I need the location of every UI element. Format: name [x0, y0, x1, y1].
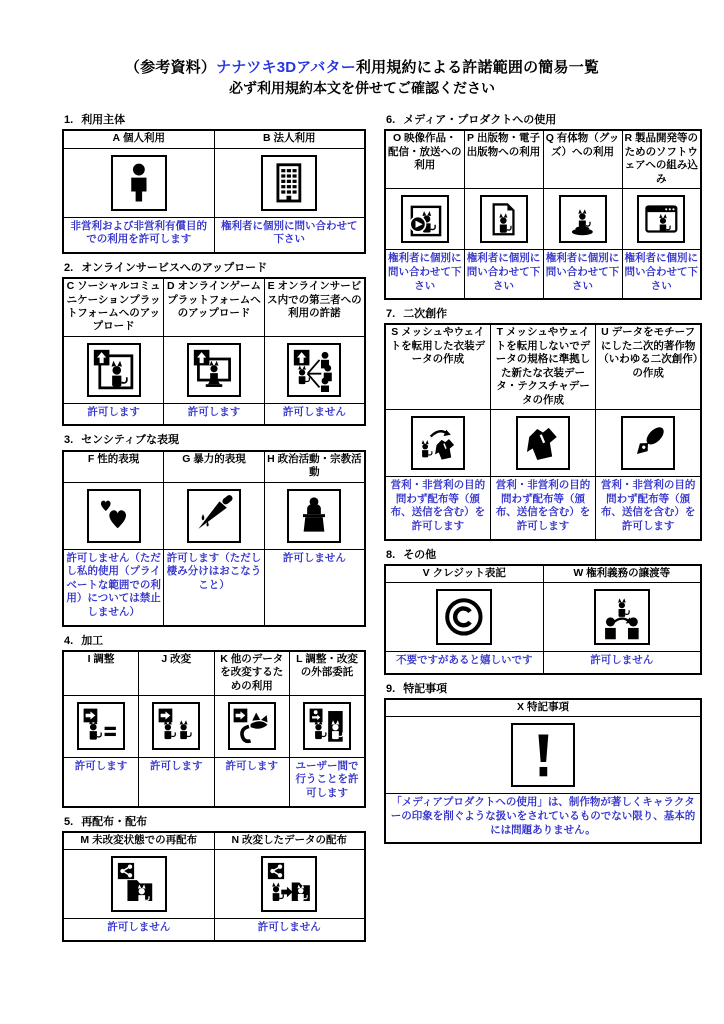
software-window-icon [637, 195, 685, 243]
item-label: オンラインゲームプラットフォームへのアップロード [167, 280, 261, 319]
item-code: R [624, 132, 633, 145]
section-title: メディア・プロダクトへの使用 [403, 114, 557, 126]
permission-text: 許可します（ただし棲み分けはおこなうこと） [164, 549, 265, 626]
permission-text: 許可しません [214, 919, 365, 941]
costume-new-icon [516, 416, 570, 470]
permission-text: 許可します [214, 757, 290, 806]
cell-header [164, 278, 265, 336]
figurine-icon [559, 195, 607, 243]
item-code: N [231, 833, 240, 846]
upload-share-people-icon [287, 343, 341, 397]
column-left [62, 114, 366, 950]
header-row [63, 651, 365, 696]
permission-table [384, 698, 702, 844]
header-row [385, 130, 701, 188]
header-row [63, 278, 365, 336]
permission-text: 権利者に個別に問い合わせて下さい [622, 250, 701, 299]
icon-row [385, 717, 701, 794]
permission-text: 権利者に個別に問い合わせて下さい [385, 250, 464, 299]
permission-text: 許可しません（ただし私的使用（プライベートな範囲での利用）については禁止しません） [63, 549, 164, 626]
icon-row [385, 188, 701, 249]
cell-header [214, 832, 365, 850]
cell-header [214, 651, 290, 696]
item-code: I [87, 652, 91, 665]
icon-row [63, 850, 365, 919]
item-label: 出版物・電子出版物への利用 [466, 132, 541, 158]
cell-header [264, 451, 365, 482]
item-code: K [220, 652, 228, 665]
permission-text: 権利者に個別に問い合わせて下さい [464, 250, 543, 299]
item-code: D [166, 280, 175, 293]
permission-text: 非営利および非営利有償目的での利用を許可します [63, 217, 214, 253]
permission-table [62, 277, 366, 426]
cell-header [464, 130, 543, 188]
cell-header [385, 324, 490, 409]
icon-row [63, 482, 365, 549]
cell-header [596, 324, 701, 409]
header-row [385, 324, 701, 409]
section-title: 二次創作 [403, 308, 448, 321]
icon-cell [596, 410, 701, 477]
page-title [0, 56, 724, 77]
costume-reuse-icon [411, 416, 465, 470]
cell-header [264, 278, 365, 336]
item-code: W [573, 566, 584, 579]
item-code: J [161, 652, 168, 665]
page-subtitle: 必ず利用規約本文を併せてご確認ください [229, 80, 495, 96]
item-label: 政治活動・宗教活動 [277, 452, 362, 479]
text-row [63, 919, 365, 941]
item-label: オンラインサービス内での第三者への利用の許諾 [267, 280, 362, 319]
permission-table [62, 129, 366, 254]
section-2 [62, 262, 366, 427]
icon-cell [139, 696, 215, 757]
section-heading [64, 434, 366, 447]
icon-cell [214, 696, 290, 757]
permission-text: 許可しません [264, 403, 365, 425]
person-icon [111, 155, 167, 211]
text-row [63, 549, 365, 626]
section-4 [62, 635, 366, 808]
icon-cell [164, 482, 265, 549]
cell-header [63, 278, 164, 336]
cell-header [622, 130, 701, 188]
section-title: 利用主体 [81, 114, 126, 126]
item-code: L [296, 652, 303, 665]
cell-header [139, 651, 215, 696]
item-code: C [66, 280, 75, 293]
section-heading [64, 114, 366, 127]
item-label: 未改変状態での再配布 [92, 833, 198, 846]
section-heading [64, 262, 366, 275]
cell-header [63, 651, 139, 696]
permission-table [384, 129, 702, 300]
cell-header [63, 832, 214, 850]
section-1 [62, 114, 366, 254]
header-row [385, 699, 701, 717]
icon-cell [543, 583, 701, 652]
item-label: 法人利用 [273, 132, 316, 145]
permission-text: 許可します [63, 757, 139, 806]
permission-table [384, 564, 702, 675]
building-icon [261, 155, 317, 211]
section-number: 1. [64, 114, 74, 126]
share-modified-data-icon [261, 856, 317, 912]
icon-cell [385, 188, 464, 249]
section-number: 7. [386, 308, 396, 321]
permission-text: 営利・非営利の目的問わず配布等（頒布、送信を含む）を許可します [490, 477, 595, 540]
item-label: メッシュやウェイトを転用した衣装データの作成 [390, 326, 486, 366]
item-label: クレジット表記 [432, 566, 506, 579]
section-heading [386, 683, 702, 696]
text-row [63, 217, 365, 253]
section-title: オンラインサービスへのアップロード [81, 261, 268, 274]
pen-nib-icon [621, 416, 675, 470]
item-code: U [601, 326, 609, 339]
title-prefix: （参考資料） [124, 59, 217, 76]
permission-text: 許可します [164, 403, 265, 425]
item-label: 改変 [170, 652, 192, 665]
section-heading [64, 635, 366, 648]
item-code: O [392, 132, 402, 145]
item-label: メッシュやウェイトを転用しないでデータの規格に準拠した新たな衣装データ・テクスチャデータの作成 [495, 326, 591, 406]
text-row [63, 403, 365, 425]
item-label: 個人利用 [123, 132, 165, 145]
icon-row [385, 583, 701, 652]
section-title: 加工 [81, 634, 104, 647]
permission-text: 不要ですがあると嬉しいです [385, 652, 543, 674]
section-title: 再配布・配布 [81, 815, 148, 828]
icon-cell [385, 583, 543, 652]
permission-text: 「メディアプロダクトへの使用」は、制作物が著しくキャラクターの印象を削ぐような扱いをされているものでない限り、基本的には問題ありません。 [385, 794, 701, 843]
cell-header [543, 130, 622, 188]
title-suffix: 利用規約による許諾範囲の簡易一覧 [355, 59, 600, 76]
section-number: 3. [64, 434, 74, 447]
item-code: M [80, 833, 90, 846]
upload-avatar-icon [87, 343, 141, 397]
section-title: センシティブな表現 [81, 434, 180, 447]
cell-header [385, 565, 543, 583]
item-label: 有体物（グッズ）への利用 [551, 132, 620, 158]
section-heading [386, 114, 702, 127]
text-row [385, 652, 701, 674]
section-number: 9. [386, 682, 396, 695]
item-code: A [112, 132, 121, 145]
cell-header [543, 565, 701, 583]
modify-two-avatars-icon [152, 702, 200, 750]
knife-icon [187, 489, 241, 543]
section-title: その他 [403, 548, 437, 561]
text-row [385, 794, 701, 843]
upload-monitor-icon [187, 343, 241, 397]
text-row [63, 757, 365, 806]
permission-text: 許可しません [264, 549, 365, 626]
document-avatar-icon [480, 195, 528, 243]
cell-header [385, 130, 464, 188]
icon-cell [385, 410, 490, 477]
icon-row [385, 410, 701, 477]
icon-cell [490, 410, 595, 477]
hearts-icon [87, 489, 141, 543]
text-row [385, 250, 701, 299]
item-code: Q [545, 132, 554, 145]
item-label: 暴力的表現 [193, 452, 246, 465]
permission-text: 営利・非営利の目的問わず配布等（頒布、送信を含む）を許可します [596, 477, 701, 540]
exclamation-icon [511, 723, 575, 787]
header-row [385, 565, 701, 583]
icon-cell [63, 696, 139, 757]
item-label: ソーシャルコミュニケーションプラットフォームへのアップロード [66, 280, 161, 333]
item-code: B [262, 132, 271, 145]
item-label: 調整 [93, 652, 115, 665]
cell-header [290, 651, 366, 696]
icon-cell [290, 696, 366, 757]
cell-header [385, 699, 701, 717]
icon-cell [63, 850, 214, 919]
section-9 [384, 683, 702, 845]
video-avatar-icon [401, 195, 449, 243]
item-label: 特記事項 [526, 701, 569, 714]
icon-cell [385, 717, 701, 794]
permission-table [62, 450, 366, 627]
permission-text: 権利者に個別に問い合わせて下さい [214, 217, 365, 253]
section-8 [384, 549, 702, 675]
icon-row [63, 148, 365, 217]
permission-text: 許可します [63, 403, 164, 425]
permission-text: 営利・非営利の目的問わず配布等（頒布、送信を含む）を許可します [385, 477, 490, 540]
section-3 [62, 434, 366, 626]
item-label: 改変したデータの配布 [242, 833, 347, 846]
icon-cell [264, 482, 365, 549]
permission-text: ユーザー間で行うことを許可します [290, 757, 366, 806]
item-code: T [496, 326, 504, 339]
item-label: 他のデータを改変するための利用 [220, 652, 284, 692]
permission-table [62, 650, 366, 808]
section-heading [64, 816, 366, 829]
section-6 [384, 114, 702, 300]
item-label: データをモチーフにした二次的著作物（いわゆる二次創作）の作成 [598, 326, 698, 379]
permission-table [384, 323, 702, 540]
icon-cell [63, 148, 214, 217]
item-label: 映像作品・配信・放送への利用 [388, 132, 462, 172]
section-5 [62, 816, 366, 942]
item-code: X [517, 701, 525, 714]
permission-text: 権利者に個別に問い合わせて下さい [543, 250, 622, 299]
cell-header [63, 451, 164, 482]
cell-header [214, 130, 365, 148]
icon-row [63, 336, 365, 403]
header-row [63, 451, 365, 482]
item-code: S [391, 326, 399, 339]
permission-text: 許可します [139, 757, 215, 806]
icon-cell [464, 188, 543, 249]
icon-cell [622, 188, 701, 249]
cell-header [164, 451, 265, 482]
icon-cell [214, 850, 365, 919]
icon-cell [214, 148, 365, 217]
section-heading [386, 549, 702, 562]
icon-row [63, 696, 365, 757]
icon-cell [264, 336, 365, 403]
transfer-people-icon [594, 589, 650, 645]
item-label: 調整・改変の外部委託 [300, 652, 358, 679]
column-right [384, 114, 702, 852]
copyright-icon [436, 589, 492, 645]
icon-cell [63, 482, 164, 549]
item-label: 製品開発等のためのソフトウェアへの組み込み [624, 132, 699, 185]
icon-cell [164, 336, 265, 403]
item-label: 性的表現 [97, 452, 140, 465]
icon-cell [63, 336, 164, 403]
icon-cell [543, 188, 622, 249]
cell-header [490, 324, 595, 409]
share-folder-icon [111, 856, 167, 912]
adjust-equal-icon [77, 702, 125, 750]
item-code: E [267, 280, 275, 293]
section-number: 2. [64, 261, 74, 274]
section-number: 4. [64, 634, 74, 647]
section-heading [386, 308, 702, 321]
cell-header [63, 130, 214, 148]
item-code: F [87, 452, 95, 465]
permission-text: 許可しません [63, 919, 214, 941]
permission-text: 許可しません [543, 652, 701, 674]
header-row [63, 130, 365, 148]
section-number: 8. [386, 548, 396, 561]
item-code: H [267, 452, 275, 465]
item-label: 権利義務の譲渡等 [586, 566, 671, 579]
section-number: 5. [64, 815, 74, 828]
item-code: G [182, 452, 191, 465]
section-title: 特記事項 [403, 682, 448, 695]
title-brand: ナナツキ3Dアバター [216, 59, 356, 76]
item-code: P [467, 132, 475, 145]
header-row [63, 832, 365, 850]
outsource-icon [303, 702, 351, 750]
section-7 [384, 308, 702, 540]
section-number: 6. [386, 114, 396, 126]
item-code: V [422, 566, 430, 579]
modify-other-data-icon [228, 702, 276, 750]
text-row [385, 477, 701, 540]
podium-speaker-icon [287, 489, 341, 543]
permission-table [62, 831, 366, 942]
